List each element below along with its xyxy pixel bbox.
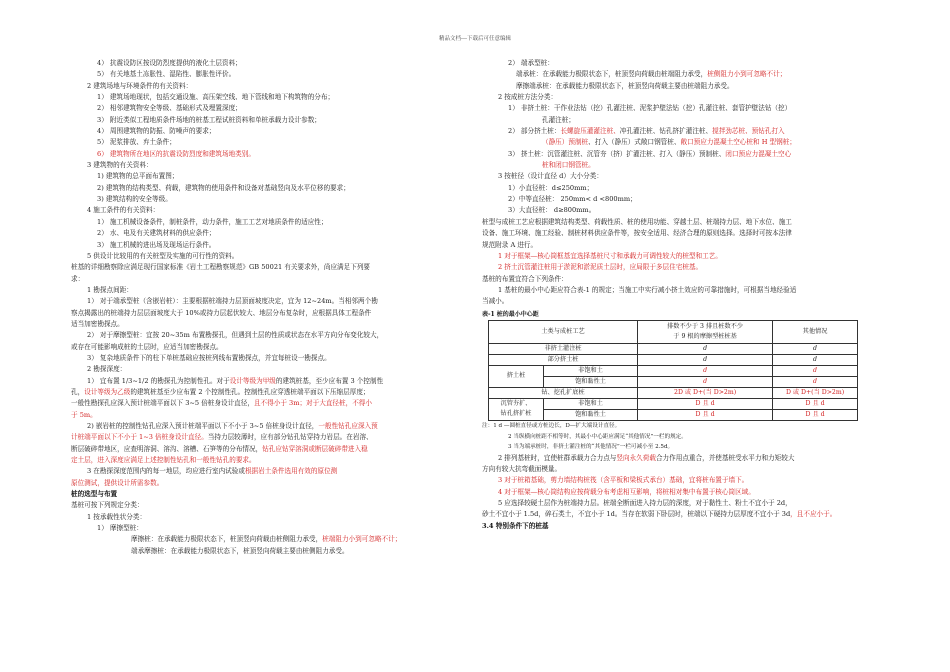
table-cell: D 且 d: [773, 398, 858, 409]
table-cell: d: [638, 376, 773, 387]
table-cell: d: [773, 343, 858, 354]
text-line: 2 按成桩方法分类：: [498, 93, 558, 102]
text-line: 4 施工条件的有关资料：: [87, 206, 160, 215]
table-header-row: [489, 320, 858, 343]
page-header: 精品文档---下载后可任意编辑: [439, 36, 511, 42]
text-line: 察点揭露出的桩端持力层层面坡度大于 10%或持力层起伏较大、地层分布复杂时，应根据具体工程条件: [71, 308, 372, 317]
highlight: 且不得小于 3m；对于大直径桩，不得小: [253, 399, 372, 408]
text-line: 4） 周围建筑物的防振、防噪声的要求；: [97, 127, 216, 136]
text-line: 方向有较大抗弯截面模量。: [482, 465, 562, 474]
text-line-highlight: 桩和闭口钢管桩。: [542, 161, 595, 170]
text-line-highlight: 于 5m。: [71, 410, 97, 419]
text-line-highlight: 定土层，进入深度应满足上述控制性钻孔和一般性钻孔的要求。: [71, 456, 256, 465]
text-line: 1） 宜布置 1/3~1/2 的勘探孔为控制性孔。对于设计等级为甲级的建筑桩基，至少应布置 3 个控制性: [87, 376, 384, 385]
text-line: 求：: [71, 274, 85, 283]
text-line: 2） 端承型桩：: [508, 59, 554, 67]
table-header-cell: 土类与成桩工艺: [489, 320, 638, 343]
highlight: （静压）预制桩: [542, 138, 589, 147]
text-line: 3） 挤土桩：沉管灌注桩、沉管夯（挤）扩灌注桩、打入（静压）预制桩、闭口预应力混凝土空心: [508, 149, 792, 158]
text-line: 规范附录 A 进行。: [482, 240, 538, 249]
text-line: 2） 水、电及有关建筑材料的供应条件；: [97, 229, 216, 238]
text-line: 2 排列基桩时，宜使桩群承载力合力点与竖向永久荷载合力作用点重合，并使基桩受水平力和力矩较大: [498, 453, 795, 462]
text-line: 5） 泥浆排放、弃土条件；: [97, 138, 176, 147]
table-cell: d: [638, 343, 773, 354]
highlight: 设计等级为乙级: [84, 387, 131, 396]
highlight: 竖向永久荷载: [616, 453, 656, 462]
text-line: 基桩的布置宜符合下列条件：: [482, 274, 568, 283]
table-cell: 部分挤土桩: [489, 354, 638, 365]
text-line: 3) 建筑结构的安全等级。: [97, 195, 172, 204]
table-cell: 沉管夯扩、 钻孔挤扩桩: [489, 398, 544, 420]
text-line: 2） 相邻建筑物安全等级、基础形式及埋置深度；: [97, 104, 242, 113]
text-line: 当减小。: [482, 297, 509, 306]
section-heading: 桩的选型与布置: [71, 490, 118, 499]
text-line: 桩型与成桩工艺应根据建筑结构类型、荷载性质、桩的使用功能、穿越土层、桩端持力层、地下水位、施工: [482, 217, 792, 226]
text-line-highlight: 2 挤土沉管灌注桩用于淤泥和淤泥质土层时，应局限于多层住宅桩基。: [498, 263, 703, 272]
text-line: 1 勘探点间距：: [87, 285, 133, 294]
text-line: 2 勘探深度：: [87, 365, 127, 374]
table-cell: D 且 d: [773, 409, 858, 420]
text-line: 1） 对于端承型桩（含嵌岩桩）：主要根据桩端持力层顶面坡度决定，宜为 12~24m。当相邻两个勘: [87, 297, 378, 306]
text-line: 1 按承载性状分类：: [87, 512, 147, 521]
table-cell: 非饱和土: [544, 365, 638, 376]
text-line: 一般性勘探孔应深入预计桩端平面以下 3~5 倍桩身设计直径，且不得小于 3m；对于大直径桩，不得小: [71, 399, 372, 408]
text-line: 3 在勘探深度范围内的每一地层，均应进行室内试验或根据岩土条件选用有效的原位测: [87, 467, 338, 476]
text-line: 1) 建筑物的总平面布置图；: [97, 172, 179, 181]
table-cell: 挤土桩: [489, 365, 544, 387]
text-line-highlight: 4 对于框架—核心筒结构应按荷载分布考虑相互影响，将桩相对集中布置于核心筒区域。: [498, 487, 755, 496]
spacing-table: [488, 320, 858, 421]
text-line: 2 建筑场地与环境条件的有关资料：: [87, 81, 193, 90]
table-header-cell: 排数不少于 3 排且桩数不少 于 9 根的摩擦型桩桩基: [638, 320, 773, 343]
table-title: 表-1 桩的最小中心距: [482, 310, 539, 318]
text-line: 3 建筑物的有关资料：: [87, 161, 153, 170]
table-cell: d: [773, 354, 858, 365]
text-line: （静压）预制桩、打入（静压）式敞口钢管桩、敞口预应力混凝土空心桩和 H 型钢桩；: [542, 138, 796, 147]
highlight: 原位测试，提供设计所需参数。: [71, 478, 164, 487]
table-cell: 非饱和土: [544, 398, 638, 409]
highlight: 钻孔应钻穿溶洞或断层破碎带进入稳: [262, 444, 368, 453]
table-note: 注：1 d —圆桩直径或方桩边长，D—扩大端设计直径。: [482, 422, 621, 429]
left-column: [71, 58, 463, 557]
text-line: 或存在可能影响成桩的土层时，应适当加密勘探点。: [71, 342, 223, 351]
text-line: 5） 有关地基土冻胀性、湿陷性、膨胀性评价。: [97, 70, 236, 79]
table-row: [489, 376, 858, 387]
text-line: 孔灌注桩；: [542, 115, 575, 124]
text-line: 孔，设计等级为乙级的建筑桩基至少应布置 2 个控制性孔。控制性孔应穿透桩端平面以下压缩层厚度；: [71, 387, 370, 396]
table-note: 2 当纵横向桩距不相等时，其最小中心距应满足“其他情况”一栏的规定。: [508, 433, 687, 440]
table-cell: 钻、挖孔扩底桩: [489, 387, 638, 398]
table-cell: 饱和黏性土: [544, 409, 638, 420]
table-cell: d: [638, 354, 773, 365]
table-row: [489, 398, 858, 409]
text-line: 5 供设计比较用的有关桩型及实施的可行性的资料。: [87, 251, 239, 260]
table-cell: 非挤土灌注桩: [489, 343, 638, 354]
text-line: 摩擦端承桩：在承载能力极限状态下，桩顶竖向荷载主要由桩端阻力承受。: [516, 81, 734, 90]
text-line: 2) 建筑物的结构类型、荷载，建筑物的使用条件和设备对基础竖向及水平位移的要求；: [97, 183, 350, 192]
table-cell: D 且 d: [638, 409, 773, 420]
highlight: 计桩端平面以下不小于 1~3 倍桩身设计直径。: [71, 433, 208, 442]
text-line: 摩擦桩：在承载能力极限状态下，桩顶竖向荷载由桩侧阻力承受，桩端阻力小到可忽略不计；: [131, 535, 402, 544]
text-line: 3） 施工机械的进出场及现场运行条件。: [97, 240, 216, 249]
highlight: 搅拌劲芯桩、预钻孔打入: [712, 127, 785, 136]
text-line: 1 基桩的最小中心距应符合表-1 的规定；当施工中实行减小挤土效应的可靠措施时，可根据当地经验适: [498, 285, 797, 294]
table-cell: 2D 或 D+(当 D>2m): [638, 387, 773, 398]
table-cell: D 或 D+(当 D>2m): [773, 387, 858, 398]
table-cell: D 且 d: [638, 398, 773, 409]
table-row: [489, 365, 858, 376]
text-line: 3） 复杂地质条件下的柱下单桩基础应按桩列线布置勘探点，并宜每桩设一勘探点。: [87, 353, 331, 362]
highlight: 长螺旋压灌灌注桩、: [560, 127, 620, 136]
highlight: 桩侧阻力小到可忽略不计；: [707, 70, 787, 79]
highlight: 桩端阻力小到可忽略不计；: [322, 535, 402, 544]
text-line: 端承桩：在承载能力极限状态下，桩顶竖向荷载由桩端阻力承受，桩侧阻力小到可忽略不计；: [516, 70, 787, 79]
highlight: 敞口预应力混凝土空心桩和 H 型钢桩；: [680, 138, 796, 147]
text-line: 断层破碎带地区，应查明溶洞、溶沟、溶槽、石笋等的分布情况，钻孔应钻穿溶洞或断层破碎带进入稳: [71, 444, 368, 453]
text-line: 4） 抗震设防区按设防烈度提供的液化土层资料；: [97, 59, 242, 67]
text-line: 3） 附近类似工程地质条件场地的桩基工程试桩资料和单桩承载力设计参数；: [97, 115, 321, 124]
highlight: 根据岩土条件选用有效的原位测: [244, 467, 338, 476]
text-line: 5 应选择较硬土层作为桩端持力层。桩端全断面进入持力层的深度，对于黏性土、粉土不宜小于 2d，: [498, 499, 792, 508]
text-line: 1） 摩擦型桩：: [97, 524, 143, 533]
table-row: [489, 343, 858, 354]
table-header-cell: 其他情况: [773, 320, 858, 343]
text-line: [71, 478, 463, 489]
text-line: 2) 嵌岩桩的控制性钻孔应深入预计桩端平面以下不小于 3~5 倍桩身设计直径，一般性钻孔应深入预: [87, 422, 378, 430]
text-line: 适当加密勘探点。: [71, 319, 124, 328]
text-line: 计桩端平面以下不小于 1~3 倍桩身设计直径。当持力层较薄时，应有部分钻孔钻穿持力岩层。在岩溶、: [71, 433, 373, 442]
text-line: 桩基的详细勘察除应满足现行国家标准《岩土工程勘察规范》GB 50021 有关要求外，尚应满足下列要: [71, 263, 371, 272]
text-line: 2）中等直径桩： 250mm< d <800mm；: [508, 195, 637, 204]
highlight: 闭口预应力混凝土空心: [725, 149, 792, 158]
text-line-highlight: 1 对于框架—核心筒框基宜选择基桩尺寸和承载力可调性较大的桩型和工艺。: [498, 251, 722, 260]
right-column: [482, 58, 884, 532]
text-line: 2） 部分挤土桩：长螺旋压灌灌注桩、冲孔灌注桩、钻孔挤扩灌注桩、搅拌劲芯桩、预钻孔打入: [508, 127, 785, 136]
text-line: 砂土不宜小于 1.5d，碎石类土，不宜小于 1d。当存在软弱下卧层时，桩端以下硬持力层厚度不宜小于 3d，且不应小于。: [482, 510, 837, 519]
text-line: 设备、施工环境、施工经验、制桩材料供应条件等，按安全适用、经济合理的原则选择。选择时可按本法律: [482, 229, 792, 238]
text-line-highlight: 6） 建筑物所在地区的抗震设防烈度和建筑场地类别。: [97, 149, 255, 158]
text-line: 3 按桩径（设计直径 d）大小分类：: [498, 172, 603, 181]
text-line: 端承摩擦桩：在承载能力极限状态下，桩顶竖向荷载主要由桩侧阻力承受。: [131, 546, 349, 555]
table-row: [489, 387, 858, 398]
highlight: 一般性钻孔应深入预: [318, 422, 378, 430]
text-line: 1） 施工机械设备条件，制桩条件，动力条件，施工工艺对地质条件的适应性；: [97, 217, 328, 226]
highlight: ，且不应小于。: [790, 510, 837, 519]
table-note: 3 当为端承桩时，非挤土灌注桩的“其他情况”一栏可减小至 2.5d。: [508, 444, 674, 451]
text-line: 1） 建筑场地现状，包括交通设施、高压架空线、地下管线和地下构筑物的分布；: [97, 93, 335, 102]
table-cell: d: [638, 365, 773, 376]
table-cell: 饱和黏性土: [544, 376, 638, 387]
text-line: 2） 对于摩擦型桩：宜按 20~35m 布置勘探孔，但遇到土层的性质或状态在水平方向分布变化较大，: [87, 331, 384, 340]
table-row: [489, 354, 858, 365]
section-heading: 3.4 特别条件下的桩基: [482, 521, 549, 530]
table-cell: d: [773, 376, 858, 387]
text-line: 3）大直径桩： d≥800mm。: [508, 206, 596, 215]
text-line: 基桩可按下列规定分类：: [71, 501, 144, 510]
text-line: 1） 非挤土桩：干作业法钻（挖）孔灌注桩、泥浆护壁法钻（挖）孔灌注桩、套管护壁法钻（挖）: [508, 104, 792, 113]
highlight: 设计等级为甲级: [229, 376, 276, 385]
table-cell: d: [773, 365, 858, 376]
text-line: 1）小直径桩：d≤250mm；: [508, 183, 594, 192]
text-line-highlight: 3 对于桩箱基础，剪力墙结构桩筏（含平板和梁板式承台）基础，宜将桩布置于墙下。: [498, 476, 749, 485]
table-row: [489, 409, 858, 420]
